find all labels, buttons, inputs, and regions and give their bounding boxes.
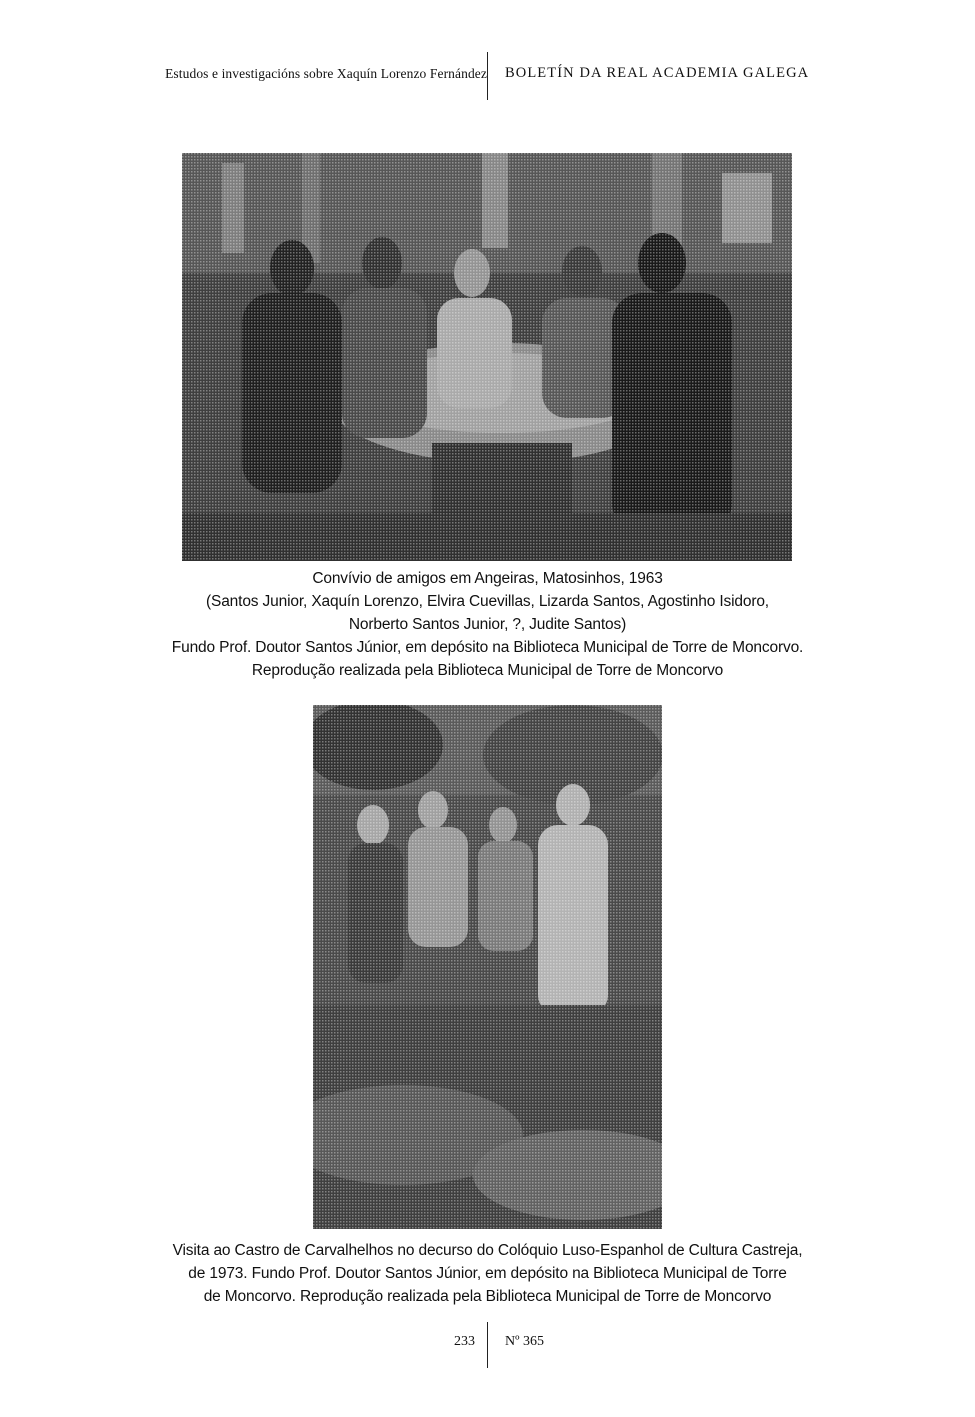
photo-caption-2 — [100, 1239, 875, 1308]
footer-divider — [487, 1322, 488, 1368]
photo-castro-visit — [313, 705, 662, 1229]
caption-1-line-3: Norberto Santos Junior, ?, Judite Santos) — [348, 616, 627, 633]
page-footer — [0, 1322, 975, 1370]
running-head-left: Estudos e investigacións sobre Xaquín Lorenzo Fernández — [165, 66, 487, 81]
caption-1-line-1: Convívio de amigos em Angeiras, Matosinhos, 1963 — [312, 570, 663, 587]
issue-number: Nº 365 — [505, 1334, 544, 1349]
photo-group-at-table — [182, 153, 792, 561]
page-number: 233 — [454, 1334, 475, 1349]
photo-group-at-table-image — [182, 153, 792, 561]
photo-caption-1 — [100, 567, 875, 682]
running-head-divider — [487, 52, 488, 100]
running-head-right: BOLETÍN DA REAL ACADEMIA GALEGA — [505, 65, 810, 81]
caption-1-line-4: Fundo Prof. Doutor Santos Júnior, em depósito na Biblioteca Municipal de Torre de Moncorvo. — [171, 639, 804, 656]
caption-2-line-3: de Moncorvo. Reprodução realizada pela Biblioteca Municipal de Torre de Moncorvo — [203, 1288, 772, 1305]
caption-2-line-1: Visita ao Castro de Carvalhelhos no decurso do Colóquio Luso-Espanhol de Cultura Castreja, — [172, 1242, 803, 1259]
photo-castro-visit-image — [313, 705, 662, 1229]
caption-1-line-5: Reprodução realizada pela Biblioteca Municipal de Torre de Moncorvo — [251, 662, 724, 679]
running-head — [0, 52, 975, 102]
caption-1-line-2: (Santos Junior, Xaquín Lorenzo, Elvira Cuevillas, Lizarda Santos, Agostinho Isidoro, — [206, 593, 769, 610]
caption-2-line-2: de 1973. Fundo Prof. Doutor Santos Júnior, em depósito na Biblioteca Municipal de Torre — [188, 1265, 787, 1282]
